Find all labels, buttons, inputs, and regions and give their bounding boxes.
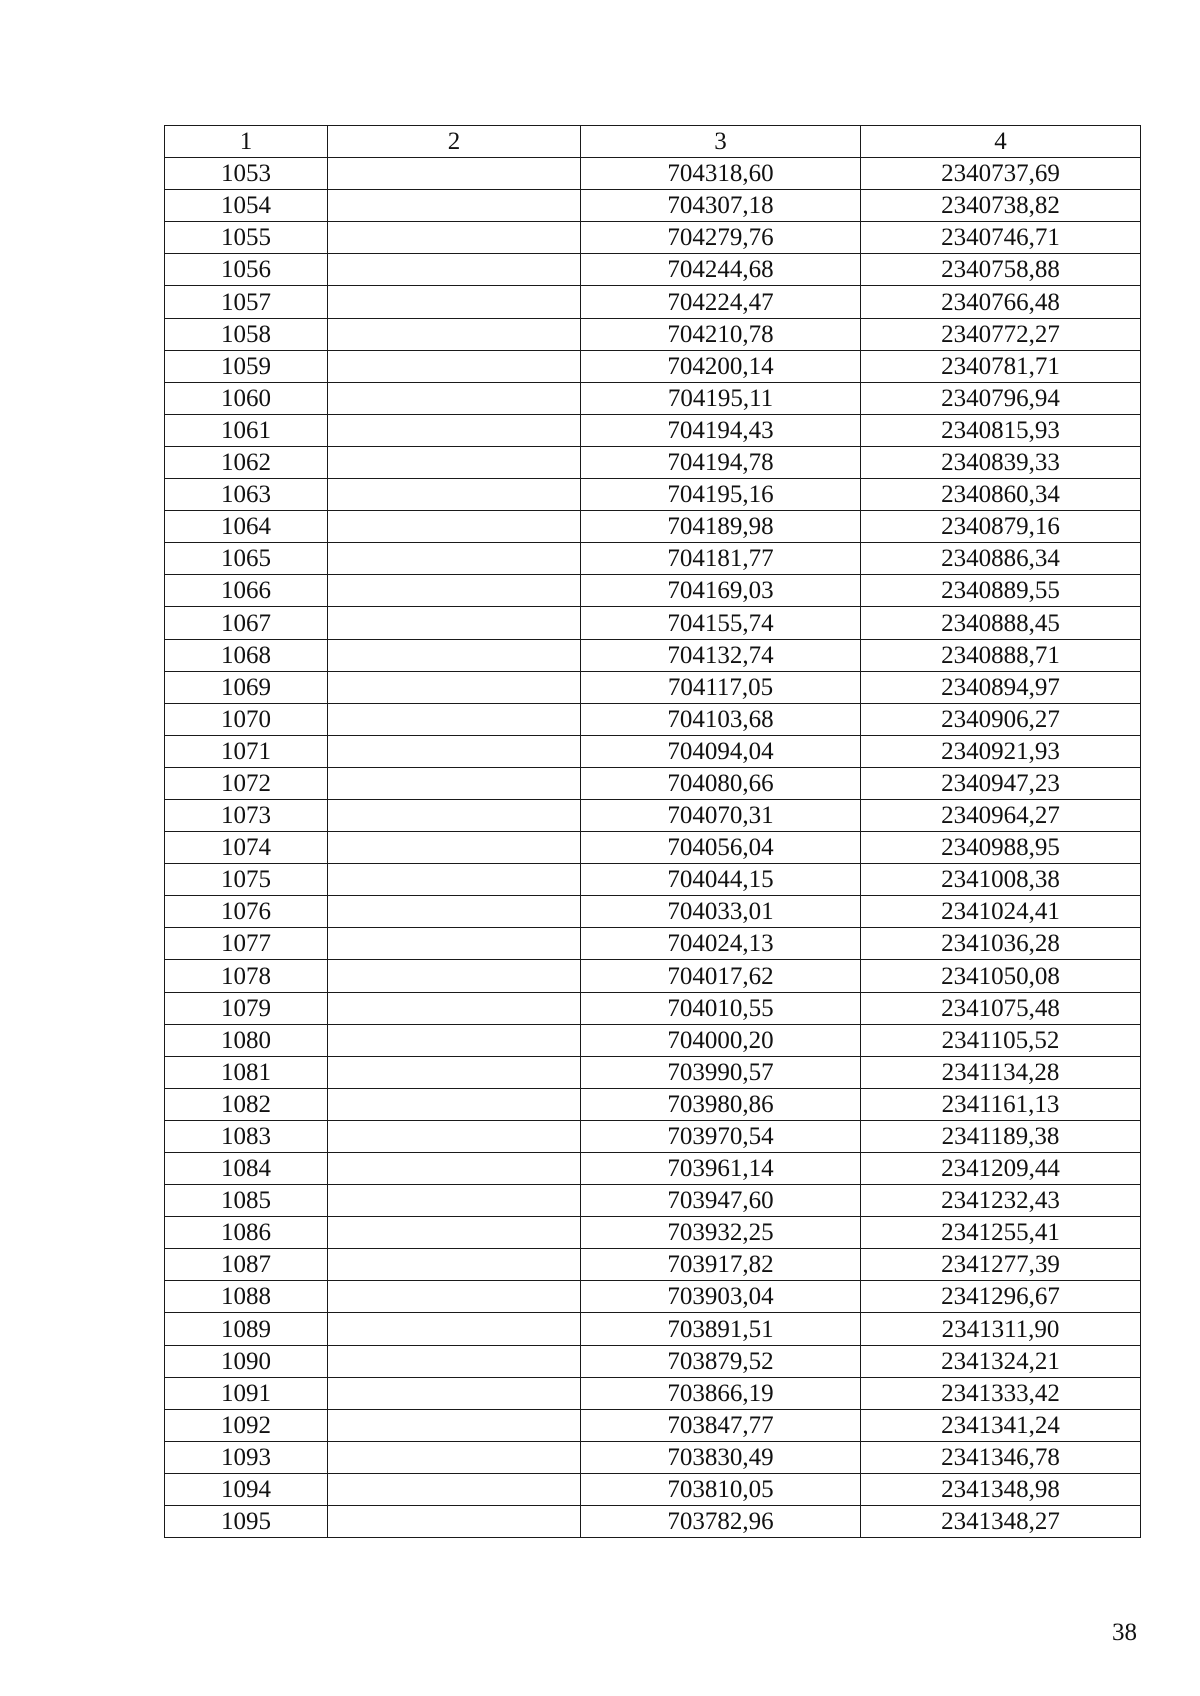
y-coordinate-cell: 2341324,21 <box>861 1345 1141 1377</box>
x-coordinate-cell: 703947,60 <box>581 1185 861 1217</box>
table-row <box>165 1441 1141 1473</box>
x-coordinate-cell: 704117,05 <box>581 671 861 703</box>
table-row <box>165 1473 1141 1505</box>
table-row <box>165 767 1141 799</box>
table-header <box>165 126 1141 158</box>
y-coordinate-cell: 2341277,39 <box>861 1249 1141 1281</box>
y-coordinate-cell: 2340860,34 <box>861 479 1141 511</box>
y-coordinate-cell: 2341311,90 <box>861 1313 1141 1345</box>
empty-cell <box>328 1506 581 1538</box>
x-coordinate-cell: 704224,47 <box>581 286 861 318</box>
point-number-cell: 1061 <box>165 414 328 446</box>
x-coordinate-cell: 704010,55 <box>581 992 861 1024</box>
coordinates-table <box>164 125 1141 1538</box>
empty-cell <box>328 928 581 960</box>
empty-cell <box>328 479 581 511</box>
y-coordinate-cell: 2340964,27 <box>861 799 1141 831</box>
point-number-cell: 1093 <box>165 1441 328 1473</box>
y-coordinate-cell: 2340746,71 <box>861 222 1141 254</box>
table-row <box>165 832 1141 864</box>
empty-cell <box>328 992 581 1024</box>
point-number-cell: 1082 <box>165 1088 328 1120</box>
y-coordinate-cell: 2340947,23 <box>861 767 1141 799</box>
y-coordinate-cell: 2340894,97 <box>861 671 1141 703</box>
table-row <box>165 543 1141 575</box>
y-coordinate-cell: 2341333,42 <box>861 1377 1141 1409</box>
y-coordinate-cell: 2340888,45 <box>861 607 1141 639</box>
point-number-cell: 1088 <box>165 1281 328 1313</box>
y-coordinate-cell: 2341050,08 <box>861 960 1141 992</box>
y-coordinate-cell: 2340988,95 <box>861 832 1141 864</box>
y-coordinate-cell: 2340888,71 <box>861 639 1141 671</box>
empty-cell <box>328 1377 581 1409</box>
table-row <box>165 1409 1141 1441</box>
table-row <box>165 286 1141 318</box>
table-row <box>165 1120 1141 1152</box>
x-coordinate-cell: 703932,25 <box>581 1217 861 1249</box>
x-coordinate-cell: 704017,62 <box>581 960 861 992</box>
empty-cell <box>328 1281 581 1313</box>
table-row <box>165 639 1141 671</box>
x-coordinate-cell: 703990,57 <box>581 1056 861 1088</box>
x-coordinate-cell: 703830,49 <box>581 1441 861 1473</box>
x-coordinate-cell: 704024,13 <box>581 928 861 960</box>
table-row <box>165 446 1141 478</box>
y-coordinate-cell: 2341134,28 <box>861 1056 1141 1088</box>
table-row <box>165 382 1141 414</box>
x-coordinate-cell: 703847,77 <box>581 1409 861 1441</box>
point-number-cell: 1070 <box>165 703 328 735</box>
y-coordinate-cell: 2340738,82 <box>861 190 1141 222</box>
empty-cell <box>328 864 581 896</box>
point-number-cell: 1072 <box>165 767 328 799</box>
table-row <box>165 1345 1141 1377</box>
table-row <box>165 1506 1141 1538</box>
empty-cell <box>328 1024 581 1056</box>
empty-cell <box>328 414 581 446</box>
x-coordinate-cell: 704244,68 <box>581 254 861 286</box>
table-row <box>165 158 1141 190</box>
table-row <box>165 1153 1141 1185</box>
x-coordinate-cell: 703866,19 <box>581 1377 861 1409</box>
y-coordinate-cell: 2341348,27 <box>861 1506 1141 1538</box>
y-coordinate-cell: 2340781,71 <box>861 350 1141 382</box>
empty-cell <box>328 1313 581 1345</box>
point-number-cell: 1060 <box>165 382 328 414</box>
point-number-cell: 1094 <box>165 1473 328 1505</box>
x-coordinate-cell: 704194,43 <box>581 414 861 446</box>
y-coordinate-cell: 2341036,28 <box>861 928 1141 960</box>
point-number-cell: 1063 <box>165 479 328 511</box>
empty-cell <box>328 896 581 928</box>
table-row <box>165 254 1141 286</box>
table-row <box>165 318 1141 350</box>
point-number-cell: 1092 <box>165 1409 328 1441</box>
empty-cell <box>328 446 581 478</box>
y-coordinate-cell: 2340906,27 <box>861 703 1141 735</box>
x-coordinate-cell: 703810,05 <box>581 1473 861 1505</box>
x-coordinate-cell: 704195,16 <box>581 479 861 511</box>
empty-cell <box>328 158 581 190</box>
empty-cell <box>328 382 581 414</box>
empty-cell <box>328 735 581 767</box>
x-coordinate-cell: 704169,03 <box>581 575 861 607</box>
column-header-4: 4 <box>861 126 1141 158</box>
point-number-cell: 1062 <box>165 446 328 478</box>
x-coordinate-cell: 704318,60 <box>581 158 861 190</box>
table-row <box>165 511 1141 543</box>
table-row <box>165 414 1141 446</box>
y-coordinate-cell: 2340879,16 <box>861 511 1141 543</box>
empty-cell <box>328 254 581 286</box>
empty-cell <box>328 1153 581 1185</box>
empty-cell <box>328 703 581 735</box>
y-coordinate-cell: 2340758,88 <box>861 254 1141 286</box>
table-row <box>165 928 1141 960</box>
empty-cell <box>328 639 581 671</box>
point-number-cell: 1056 <box>165 254 328 286</box>
point-number-cell: 1087 <box>165 1249 328 1281</box>
empty-cell <box>328 1185 581 1217</box>
point-number-cell: 1080 <box>165 1024 328 1056</box>
point-number-cell: 1083 <box>165 1120 328 1152</box>
table-row <box>165 671 1141 703</box>
x-coordinate-cell: 704044,15 <box>581 864 861 896</box>
point-number-cell: 1077 <box>165 928 328 960</box>
empty-cell <box>328 543 581 575</box>
header-row <box>165 126 1141 158</box>
table-row <box>165 222 1141 254</box>
x-coordinate-cell: 704132,74 <box>581 639 861 671</box>
x-coordinate-cell: 704279,76 <box>581 222 861 254</box>
x-coordinate-cell: 704181,77 <box>581 543 861 575</box>
empty-cell <box>328 575 581 607</box>
table-row <box>165 960 1141 992</box>
point-number-cell: 1054 <box>165 190 328 222</box>
y-coordinate-cell: 2340766,48 <box>861 286 1141 318</box>
x-coordinate-cell: 704080,66 <box>581 767 861 799</box>
table-row <box>165 479 1141 511</box>
y-coordinate-cell: 2340772,27 <box>861 318 1141 350</box>
empty-cell <box>328 222 581 254</box>
y-coordinate-cell: 2341209,44 <box>861 1153 1141 1185</box>
table-body <box>165 158 1141 1538</box>
x-coordinate-cell: 704103,68 <box>581 703 861 735</box>
table-row <box>165 864 1141 896</box>
table-row <box>165 575 1141 607</box>
table-row <box>165 1185 1141 1217</box>
table-row <box>165 1217 1141 1249</box>
column-header-3: 3 <box>581 126 861 158</box>
y-coordinate-cell: 2340839,33 <box>861 446 1141 478</box>
x-coordinate-cell: 704094,04 <box>581 735 861 767</box>
x-coordinate-cell: 704195,11 <box>581 382 861 414</box>
y-coordinate-cell: 2341341,24 <box>861 1409 1141 1441</box>
y-coordinate-cell: 2340737,69 <box>861 158 1141 190</box>
x-coordinate-cell: 703782,96 <box>581 1506 861 1538</box>
table-row <box>165 1249 1141 1281</box>
y-coordinate-cell: 2340886,34 <box>861 543 1141 575</box>
x-coordinate-cell: 703891,51 <box>581 1313 861 1345</box>
point-number-cell: 1059 <box>165 350 328 382</box>
point-number-cell: 1058 <box>165 318 328 350</box>
point-number-cell: 1065 <box>165 543 328 575</box>
y-coordinate-cell: 2341255,41 <box>861 1217 1141 1249</box>
x-coordinate-cell: 704056,04 <box>581 832 861 864</box>
table-row <box>165 735 1141 767</box>
table-row <box>165 1056 1141 1088</box>
point-number-cell: 1090 <box>165 1345 328 1377</box>
column-header-2: 2 <box>328 126 581 158</box>
empty-cell <box>328 799 581 831</box>
y-coordinate-cell: 2341024,41 <box>861 896 1141 928</box>
y-coordinate-cell: 2341346,78 <box>861 1441 1141 1473</box>
y-coordinate-cell: 2341189,38 <box>861 1120 1141 1152</box>
x-coordinate-cell: 704070,31 <box>581 799 861 831</box>
point-number-cell: 1055 <box>165 222 328 254</box>
table-row <box>165 703 1141 735</box>
point-number-cell: 1091 <box>165 1377 328 1409</box>
point-number-cell: 1081 <box>165 1056 328 1088</box>
x-coordinate-cell: 704210,78 <box>581 318 861 350</box>
y-coordinate-cell: 2341008,38 <box>861 864 1141 896</box>
y-coordinate-cell: 2340889,55 <box>861 575 1141 607</box>
empty-cell <box>328 607 581 639</box>
point-number-cell: 1053 <box>165 158 328 190</box>
y-coordinate-cell: 2340921,93 <box>861 735 1141 767</box>
y-coordinate-cell: 2341075,48 <box>861 992 1141 1024</box>
x-coordinate-cell: 703980,86 <box>581 1088 861 1120</box>
point-number-cell: 1084 <box>165 1153 328 1185</box>
point-number-cell: 1085 <box>165 1185 328 1217</box>
x-coordinate-cell: 704000,20 <box>581 1024 861 1056</box>
empty-cell <box>328 832 581 864</box>
x-coordinate-cell: 704194,78 <box>581 446 861 478</box>
point-number-cell: 1069 <box>165 671 328 703</box>
point-number-cell: 1064 <box>165 511 328 543</box>
table-row <box>165 607 1141 639</box>
point-number-cell: 1057 <box>165 286 328 318</box>
point-number-cell: 1073 <box>165 799 328 831</box>
table-row <box>165 896 1141 928</box>
empty-cell <box>328 1249 581 1281</box>
table-row <box>165 1024 1141 1056</box>
empty-cell <box>328 960 581 992</box>
point-number-cell: 1066 <box>165 575 328 607</box>
y-coordinate-cell: 2341348,98 <box>861 1473 1141 1505</box>
table-row <box>165 992 1141 1024</box>
column-header-1: 1 <box>165 126 328 158</box>
x-coordinate-cell: 703879,52 <box>581 1345 861 1377</box>
x-coordinate-cell: 704307,18 <box>581 190 861 222</box>
empty-cell <box>328 1120 581 1152</box>
table-row <box>165 1088 1141 1120</box>
y-coordinate-cell: 2341105,52 <box>861 1024 1141 1056</box>
point-number-cell: 1095 <box>165 1506 328 1538</box>
page-number: 38 <box>1112 1619 1137 1646</box>
x-coordinate-cell: 704155,74 <box>581 607 861 639</box>
y-coordinate-cell: 2340815,93 <box>861 414 1141 446</box>
point-number-cell: 1078 <box>165 960 328 992</box>
empty-cell <box>328 1088 581 1120</box>
empty-cell <box>328 767 581 799</box>
point-number-cell: 1076 <box>165 896 328 928</box>
x-coordinate-cell: 704033,01 <box>581 896 861 928</box>
y-coordinate-cell: 2341232,43 <box>861 1185 1141 1217</box>
empty-cell <box>328 1409 581 1441</box>
x-coordinate-cell: 703917,82 <box>581 1249 861 1281</box>
empty-cell <box>328 1056 581 1088</box>
point-number-cell: 1075 <box>165 864 328 896</box>
empty-cell <box>328 1441 581 1473</box>
empty-cell <box>328 1345 581 1377</box>
empty-cell <box>328 286 581 318</box>
table-row <box>165 350 1141 382</box>
y-coordinate-cell: 2341296,67 <box>861 1281 1141 1313</box>
y-coordinate-cell: 2340796,94 <box>861 382 1141 414</box>
x-coordinate-cell: 703961,14 <box>581 1153 861 1185</box>
point-number-cell: 1067 <box>165 607 328 639</box>
x-coordinate-cell: 704189,98 <box>581 511 861 543</box>
empty-cell <box>328 1473 581 1505</box>
empty-cell <box>328 318 581 350</box>
empty-cell <box>328 190 581 222</box>
point-number-cell: 1086 <box>165 1217 328 1249</box>
empty-cell <box>328 1217 581 1249</box>
empty-cell <box>328 350 581 382</box>
x-coordinate-cell: 703970,54 <box>581 1120 861 1152</box>
table-row <box>165 1313 1141 1345</box>
table-row <box>165 1281 1141 1313</box>
point-number-cell: 1068 <box>165 639 328 671</box>
point-number-cell: 1089 <box>165 1313 328 1345</box>
x-coordinate-cell: 704200,14 <box>581 350 861 382</box>
point-number-cell: 1079 <box>165 992 328 1024</box>
table-row <box>165 1377 1141 1409</box>
table-row <box>165 799 1141 831</box>
empty-cell <box>328 511 581 543</box>
table-row <box>165 190 1141 222</box>
point-number-cell: 1071 <box>165 735 328 767</box>
point-number-cell: 1074 <box>165 832 328 864</box>
x-coordinate-cell: 703903,04 <box>581 1281 861 1313</box>
empty-cell <box>328 671 581 703</box>
y-coordinate-cell: 2341161,13 <box>861 1088 1141 1120</box>
